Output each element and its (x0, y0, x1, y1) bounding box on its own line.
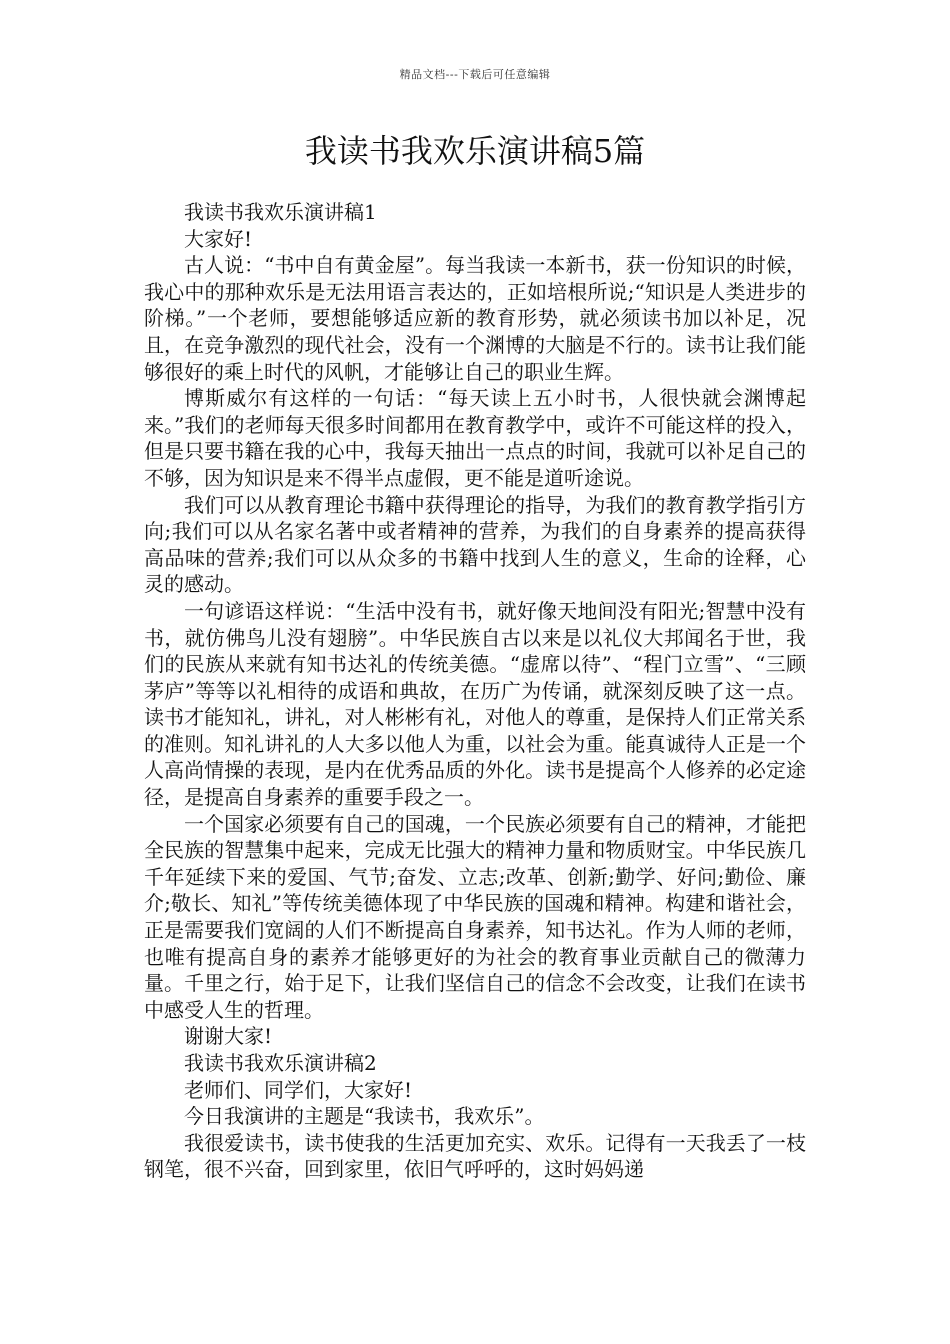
body-paragraph: 我很爱读书，读书使我的生活更加充实、欢乐。记得有一天我丢了一枝钢笔，很不兴奋，回到家里，依旧气呼呼的，这时妈妈递 (144, 1130, 806, 1182)
body-paragraph: 我们可以从教育理论书籍中获得理论的指导，为我们的教育教学指引方向;我们可以从名家名著中或者精神的营养，为我们的自身素养的提高获得高品味的营养;我们可以从众多的书籍中找到人生的意义，生命的诠释，心灵的感动。 (144, 492, 806, 597)
closing-paragraph: 谢谢大家! (184, 1024, 273, 1049)
page-header-note: 精品文档---下载后可任意编辑 (399, 68, 551, 81)
body-paragraph: 今日我演讲的主题是“我读书，我欢乐”。 (184, 1104, 545, 1129)
subtitle-speech-2: 我读书我欢乐演讲稿2 (184, 1051, 377, 1075)
body-paragraph: 博斯威尔有这样的一句话：“每天读上五小时书，人很快就会渊博起来。”我们的老师每天很多时间都用在教育教学中，或许不可能这样的投入，但是只要书籍在我的心中，我每天抽出一点点的时间，我就可以补足自己的不够，因为知识是来不得半点虚假，更不能是道听途说。 (144, 386, 806, 490)
document-body (144, 199, 806, 1183)
body-paragraph: 一句谚语这样说：“生活中没有书，就好像天地间没有阳光;智慧中没有书，就仿佛鸟儿没有翅膀”。中华民族自古以来是以礼仪大邦闻名于世，我们的民族从来就有知书达礼的传统美德。“虚席以待”、“程门立雪”、“三顾茅庐”等等以礼相待的成语和典故，在历广为传诵，就深刻反映了这一点。读书才能知礼，讲礼，对人彬彬有礼，对他人的尊重，是保持人们正常关系的准则。知礼讲礼的人大多以他人为重，以社会为重。能真诚待人正是一个人高尚情操的表现，是内在优秀品质的外化。读书是提高个人修养的必定途径，是提高自身素养的重要手段之一。 (144, 598, 806, 810)
greeting-paragraph: 老师们、同学们，大家好! (184, 1077, 413, 1102)
subtitle-speech-1: 我读书我欢乐演讲稿1 (184, 200, 377, 224)
body-paragraph: 古人说：“书中自有黄金屋”。每当我读一本新书，获一份知识的时候，我心中的那种欢乐是无法用语言表达的，正如培根所说;“知识是人类进步的阶梯。”一个老师，要想能够适应新的教育形势，就必须读书加以补足，况且，在竞争激烈的现代社会，没有一个渊博的大脑是不行的。读书让我们能够很好的乘上时代的风帆，才能够让自己的职业生辉。 (144, 253, 806, 384)
greeting-paragraph: 大家好! (184, 226, 253, 251)
body-paragraph: 一个国家必须要有自己的国魂，一个民族必须要有自己的精神，才能把全民族的智慧集中起来，完成无比强大的精神力量和物质财宝。中华民族几千年延续下来的爱国、气节;奋发、立志;改革、创新;勤学、好问;勤俭、廉介;敬长、知礼”等传统美德体现了中华民族的国魂和精神。构建和谐社会，正是需要我们宽阔的人们不断提高自身素养，知书达礼。作为人师的老师，也唯有提高自身的素养才能够更好的为社会的教育事业贡献自己的微薄力量。千里之行，始于足下，让我们坚信自己的信念不会改变，让我们在读书中感受人生的哲理。 (144, 811, 806, 1022)
document-title: 我读书我欢乐演讲稿5篇 (304, 132, 646, 170)
